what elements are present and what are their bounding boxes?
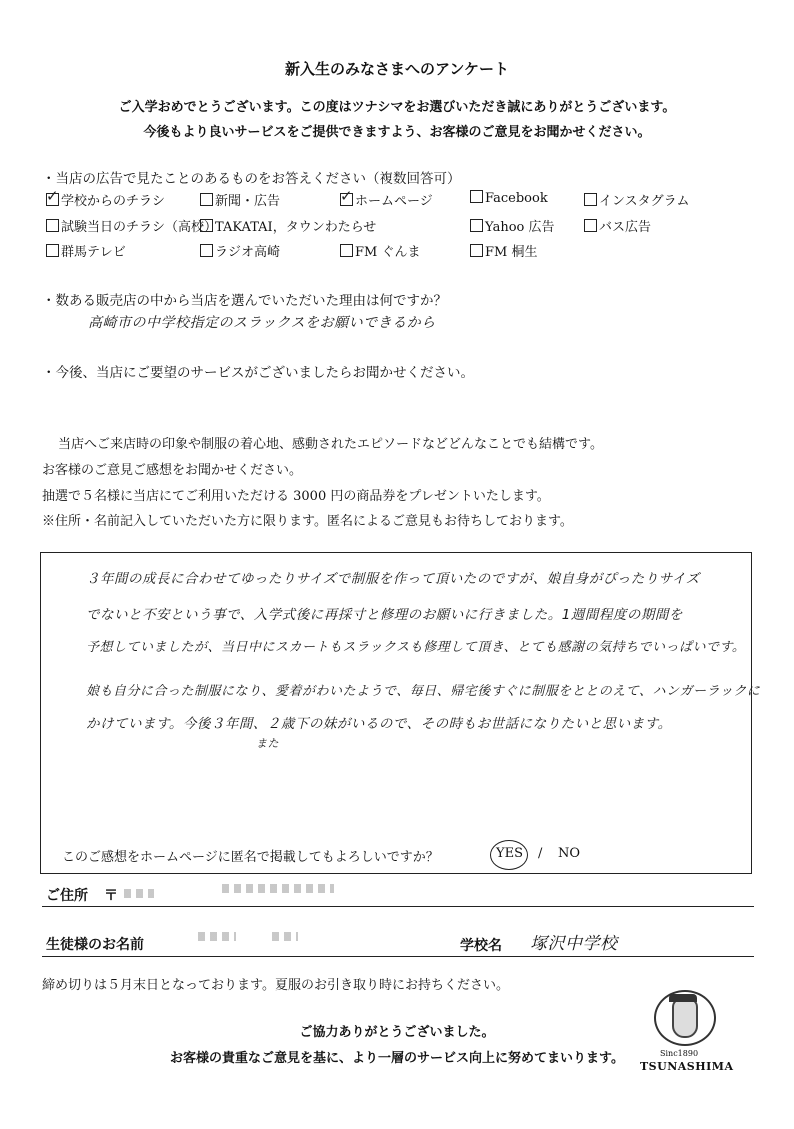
- note-line-2: お客様のご意見ご感想をお聞かせください。: [42, 463, 303, 478]
- school-value[interactable]: 塚沢中学校: [530, 934, 618, 954]
- q1-option[interactable]: [470, 190, 548, 206]
- redacted-surname: [198, 932, 236, 941]
- redacted-postal: [124, 889, 154, 898]
- q1-option[interactable]: [200, 190, 280, 209]
- checkbox[interactable]: [340, 187, 353, 206]
- checkbox[interactable]: [200, 244, 213, 257]
- comment-line-2: でないと不安という事で、入学式後に再採寸と修理のお願いに行きました。1週間程度の期間を: [86, 607, 683, 623]
- student-line: [42, 956, 754, 957]
- logo-hat-icon: [669, 994, 697, 1002]
- intro-line-1: ご入学おめでとうございます。この度はツナシマをお選びいただき誠にありがとうございます。: [118, 100, 676, 115]
- consent-question: このご感想をホームページに匿名で掲載してもよろしいですか？: [62, 850, 439, 865]
- comment-line-4: 娘も自分に合った制服になり、愛着がわいたようで、毎日、帰宅後すぐに制服をととのえて、ハンガーラックに: [86, 684, 761, 699]
- checkbox[interactable]: [584, 219, 597, 232]
- note-line-3: 抽選で５名様に当店にてご利用いただける 3000 円の商品券をプレゼントいたします。: [42, 489, 550, 504]
- option-label: 試験当日のチラシ（高校）: [61, 220, 218, 235]
- q1-option[interactable]: [46, 216, 217, 235]
- page-title: 新入生のみなさまへのアンケート: [284, 60, 510, 78]
- q2-question: ・数ある販売店の中から当店を選んでいただいた理由は何ですか？: [42, 293, 447, 309]
- q1-option[interactable]: [200, 241, 280, 260]
- comment-insert: また: [256, 737, 279, 750]
- checkbox[interactable]: [470, 244, 483, 257]
- check-mark-icon: ✓: [340, 187, 353, 205]
- checkbox[interactable]: [46, 187, 59, 206]
- option-label: ホームページ: [355, 194, 433, 209]
- q1-option[interactable]: [584, 190, 689, 209]
- q3-question: ・今後、当店にご要望のサービスがございましたらお聞かせください。: [42, 365, 474, 381]
- q2-answer[interactable]: 高崎市の中学校指定のスラックスをお願いできるから: [88, 315, 436, 331]
- option-label: 群馬テレビ: [61, 245, 126, 260]
- address-line: [42, 906, 754, 907]
- q1-option[interactable]: [470, 216, 554, 235]
- q1-option[interactable]: [46, 187, 166, 209]
- option-label: TAKATAI，タウンわたらせ: [215, 220, 377, 235]
- deadline-notice: 締め切りは５月末日となっております。夏服のお引き取り時にお持ちください。: [42, 978, 509, 993]
- checkbox[interactable]: [200, 193, 213, 206]
- option-label: Facebook: [485, 191, 548, 206]
- option-label: 学校からのチラシ: [61, 194, 166, 209]
- check-mark-icon: ✓: [46, 187, 59, 205]
- q1-option[interactable]: [46, 241, 126, 260]
- note-line-1: 当店へご来店時の印象や制服の着心地、感動されたエピソードなどどんなことでも結構です。: [58, 437, 603, 452]
- option-label: FM ぐんま: [355, 245, 421, 260]
- consent-no[interactable]: NO: [558, 846, 581, 861]
- q1-option[interactable]: [584, 216, 651, 235]
- redacted-given-name: [272, 932, 298, 941]
- checkbox[interactable]: [46, 219, 59, 232]
- intro-line-2: 今後もより良いサービスをご提供できますよう、お客様のご意見をお聞かせください。: [143, 125, 651, 140]
- checkbox[interactable]: [340, 244, 353, 257]
- checkbox[interactable]: [46, 244, 59, 257]
- q1-question: ・当店の広告で見たことのあるものをお答えください（複数回答可）: [42, 171, 461, 187]
- redacted-address: [222, 884, 334, 893]
- logo-name: TSUNASHIMA: [640, 1060, 734, 1073]
- school-label: 学校名: [460, 938, 502, 954]
- option-label: インスタグラム: [599, 194, 690, 209]
- option-label: ラジオ高崎: [215, 245, 281, 260]
- consent-yes[interactable]: YES: [496, 846, 523, 861]
- checkbox[interactable]: [200, 219, 213, 232]
- checkbox[interactable]: [470, 190, 483, 203]
- logo-portrait-icon: [672, 998, 698, 1038]
- q1-option[interactable]: [470, 241, 537, 260]
- option-label: FM 桐生: [485, 245, 538, 260]
- q1-option[interactable]: [340, 241, 420, 260]
- q1-option[interactable]: [340, 187, 433, 209]
- address-label: ご住所: [46, 888, 88, 904]
- comment-line-3: 予想していましたが、当日中にスカートもスラックスも修理して頂き、とても感謝の気持ちでいっぱいです。: [86, 640, 746, 655]
- comment-line-1: ３年間の成長に合わせてゆったりサイズで制服を作って頂いたのですが、娘自身がぴったりサイズ: [86, 571, 700, 587]
- student-name-label: 生徒様のお名前: [46, 937, 144, 953]
- option-label: 新聞・広告: [215, 194, 281, 209]
- logo-since: Sinc1890: [660, 1049, 699, 1058]
- option-label: Yahoo 広告: [485, 220, 555, 235]
- comment-line-5: かけています。今後３年間、２歳下の妹がいるので、その時もお世話になりたいと思います。: [86, 716, 672, 732]
- checkbox[interactable]: [584, 193, 597, 206]
- note-line-4: ※住所・名前記入していただいた方に限ります。匿名によるご意見もお待ちしております。: [42, 514, 573, 529]
- closing-thanks: ご協力ありがとうございました。: [299, 1025, 495, 1040]
- q1-option[interactable]: [200, 216, 376, 235]
- postal-mark: 〒: [104, 888, 118, 904]
- option-label: バス広告: [599, 220, 652, 235]
- closing-message: お客様の貴重なご意見を基に、より一層のサービス向上に努めてまいります。: [170, 1051, 624, 1066]
- checkbox[interactable]: [470, 219, 483, 232]
- consent-separator: /: [538, 846, 543, 861]
